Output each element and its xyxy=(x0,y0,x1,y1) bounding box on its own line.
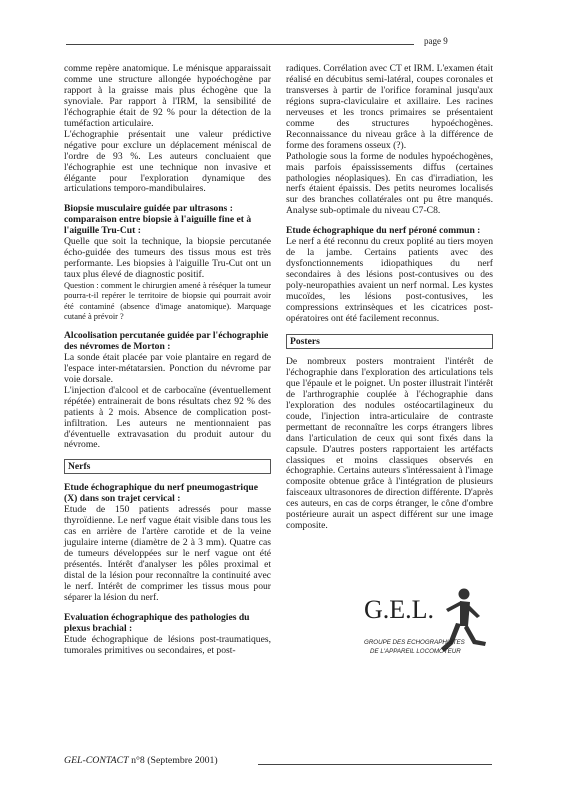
intro-paragraph-1: comme repère anatomique. Le ménisque apparaissait comme une structure allongée hypoéchogène par rapport à la graisse mais plus échogène que la synoviale. Par rapport à l'IRM, la sensibilité de l'échographie était de 92 % pour la détection de la tuméfaction articulaire. xyxy=(64,63,271,129)
footer-issue: n°8 xyxy=(131,755,145,766)
alcoolisation-text-2: L'injection d'alcool et de carbocaïne (éventuellement répétée) entrainerait de bons résultats chez 92 % des patients à 2 mois. Absence de complication post-infiltration. Les auteurs ne mentionnaient pas d'éventuelle extravasation du produit autour du névrome. xyxy=(64,384,271,451)
plexus-continuation-2: Pathologie sous la forme de nodules hypoéchogènes, mais parfois épaississements diffus (certaines pathologies néoplasiques). En cas d'irradiation, les nerfs étaient épaissis. Des petits neuromes localisés sur des branches collatérales ont pu être manqués. Analyse sub-optimale du niveau C7-C8. xyxy=(286,150,493,217)
right-column xyxy=(286,64,493,532)
section-nerfs: Nerfs xyxy=(64,459,271,474)
logo-line-2: DE L'APPAREIL LOCOMOTEUR xyxy=(370,648,461,655)
biopsie-question: Question : comment le chirurgien amené à réséquer la tumeur pourra-t-il repérer le territoire de biopsie qui pourrait avoir été contaminé (absence d'image anatomique). Marquage cutané à prévoir ? xyxy=(64,281,271,321)
perone-heading: Etude échographique du nerf péroné commun : xyxy=(286,225,481,237)
plexus-text: Etude échographique de lésions post-traumatiques, tumorales primitives ou secondaires, et post- xyxy=(64,633,271,656)
plexus-heading: Evaluation échographique des pathologies du plexus brachial : xyxy=(64,611,250,634)
section-posters: Posters xyxy=(286,334,493,349)
footer-publication: GEL-CONTACT xyxy=(64,755,129,766)
left-column xyxy=(64,64,271,657)
posters-text: De nombreux posters montraient l'intérêt de l'échographie dans l'exploration des articulations tels que l'épaule et le poignet. Un poster illustrait l'intérêt de l'arthrographie couplée à l'échographie dans l'exploration des nodules ostéocartilagineux du coude, l'injection intra-articulaire de contraste permettant de reconnaître les corps étrangers libres dans l'articulation de ceux qui sont fixés dans la capsule. D'autres posters rapportaient les artéfacts classiques et moins classiques observés en échographie. Certains auteurs s'intéressaient à l'image composite obtenue grâce à l'intégration de plusieurs faisceaux ultrasonores de direction différente. D'après ces auteurs, en cas de corps étranger, le cône d'ombre postérieure aurait un aspect différent sur une image composite. xyxy=(286,355,493,532)
page-number: page 9 xyxy=(424,36,448,46)
header-rule xyxy=(66,44,414,45)
pneumo-text: Etude de 150 patients adressés pour masse thyroïdienne. Le nerf vague était visible dans tous les cas en arrière de l'artère carotide et de la veine jugulaire interne (diamètre de 2 à 3 mm). Quatre cas de tumeurs développées sur le nerf vague ont été présentés. Intérêt d'analyser les pôles proximal et distal de la lésion pour reconnaître la continuité avec le nerf. Intérêt de comprimer les tissus mous pour séparer la lésion du nerf. xyxy=(64,504,271,603)
biopsie-heading: Biopsie musculaire guidée par ultrasons : comparaison entre biopsie à l'aiguille fine et à l'aiguille Tru-Cut : xyxy=(64,203,252,237)
biopsie-text: Quelle que soit la technique, la biopsie percutanée écho-guidée des tumeurs des tissus mous est très performante. Les biopsies à l'aiguille Tru-Cut ont un taux plus élevé de diagnostic positif. xyxy=(64,236,271,281)
logo-line-1: GROUPE DES ECHOGRAPHISTES xyxy=(364,639,465,646)
plexus-continuation-1: radiques. Corrélation avec CT et IRM. L'examen était réalisé en décubitus semi-latéral, coupes coronales et transverses à partir de l'orifice foraminal jusqu'aux régions supra-claviculaire et axillaire. Les racines nerveuses et les troncs primaires se présentaient comme des structures hypoéchogènes. Reconnaissance du niveau grâce à la différence de forme des foramens osseux (?). xyxy=(286,63,493,151)
footer xyxy=(64,755,218,766)
logo-letters: G.E.L. xyxy=(364,595,435,624)
perone-text: Le nerf a été reconnu du creux poplité au tiers moyen de la jambe. Certains patients avec des dysfonctionnements idiopathiques du nerf secondaires à des lésions post-contusives ou des poly-neuropathies avaient un nerf normal. Les kystes mucoïdes, les lésions post-contusives, les compressions extrinsèques et les cicatrices post-opératoires ont été facilement reconnus. xyxy=(286,236,493,324)
pneumo-heading: Etude échographique du nerf pneumogastrique (X) dans son trajet cervical : xyxy=(64,482,259,505)
intro-paragraph-2: L'échographie présentait une valeur prédictive négative pour exclure un déplacement méniscal de l'ordre de 93 %. Les auteurs concluaient que l'échographie est une technique non invasive et élégante pour l'exploration dynamique des articulations temporo-mandibulaires. xyxy=(64,128,271,195)
footer-rule xyxy=(258,764,492,765)
alcoolisation-text-1: La sonde était placée par voie plantaire en regard de l'espace inter-métatarsien. Ponction du névrome par voie dorsale. xyxy=(64,351,271,385)
gel-logo xyxy=(360,582,496,682)
alcoolisation-heading: Alcoolisation percutanée guidée par l'échographie des névromes de Morton : xyxy=(64,329,269,352)
footer-date: (Septembre 2001) xyxy=(147,755,218,766)
